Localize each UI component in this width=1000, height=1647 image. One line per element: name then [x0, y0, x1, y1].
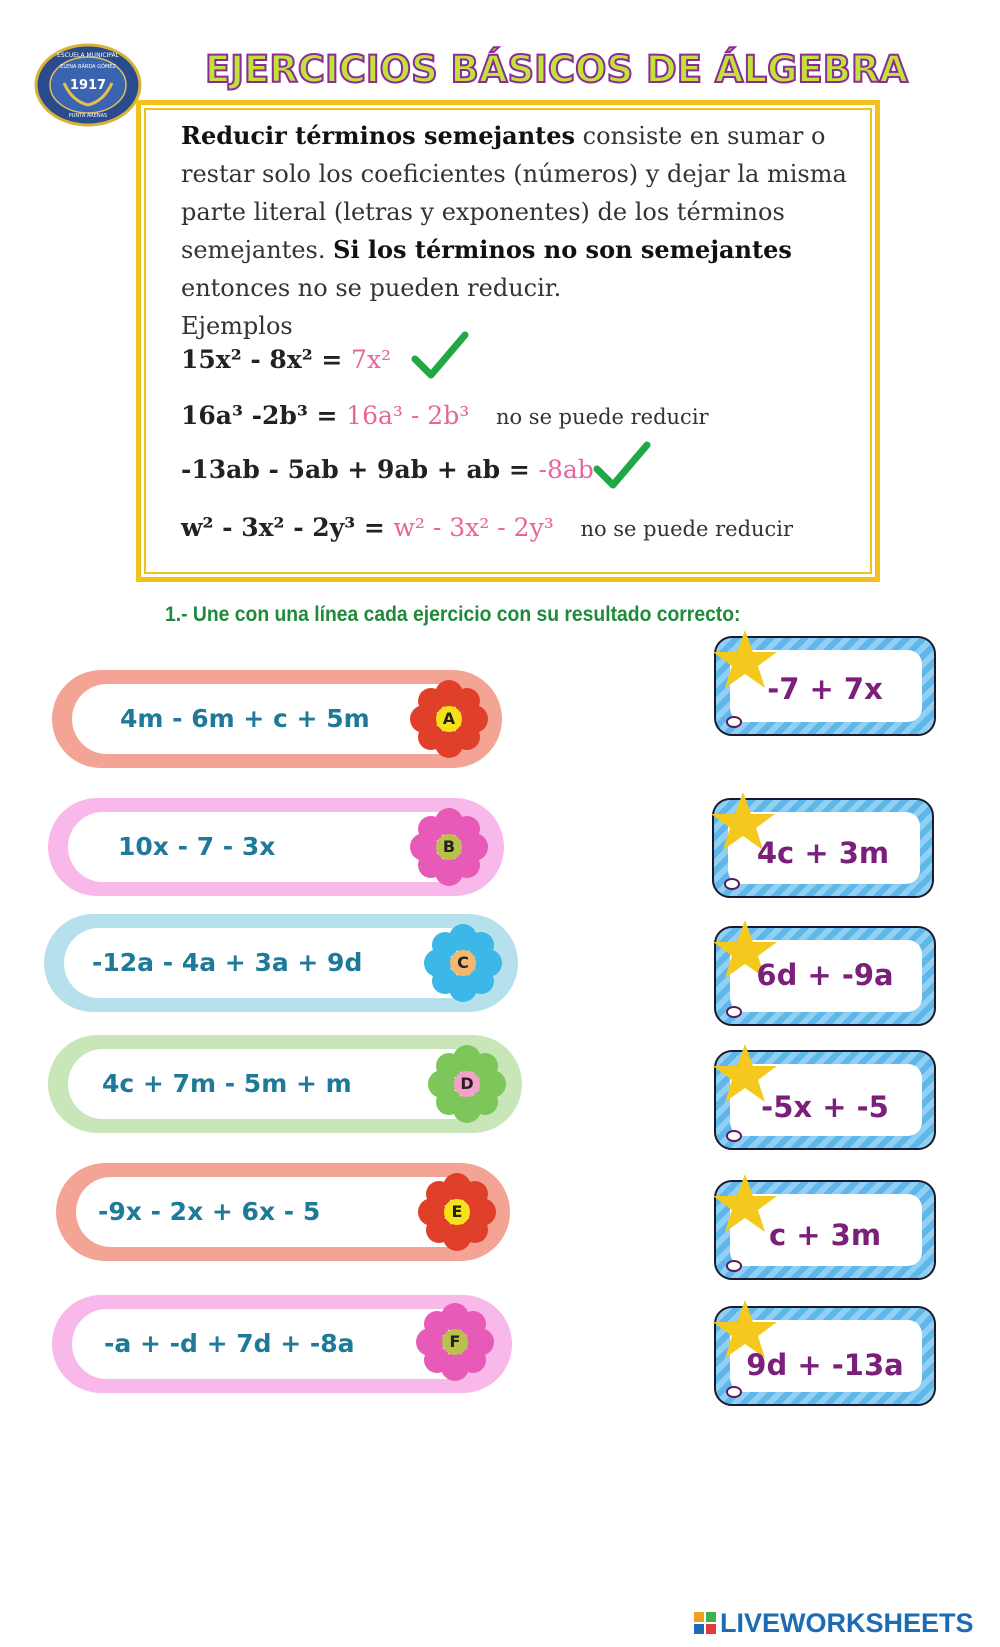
- answer-value: 9d + -13a: [746, 1348, 904, 1382]
- example-1: [181, 345, 391, 374]
- check-icon: [591, 441, 651, 491]
- example-result: w² - 3x² - 2y³: [393, 513, 554, 542]
- check-icon: [409, 331, 469, 381]
- school-logo: [34, 43, 142, 127]
- logo-side-text: ELENA BÁRDA GÓMEZ: [60, 64, 116, 70]
- exercise-card-e[interactable]: [56, 1163, 510, 1261]
- answer-value: 4c + 3m: [756, 836, 890, 870]
- exercise-letter: D: [460, 1074, 474, 1093]
- answer-value: c + 3m: [768, 1218, 882, 1252]
- example-result: 7x²: [351, 345, 392, 374]
- exercise-letter: C: [457, 953, 469, 972]
- exercise-letter: E: [451, 1202, 463, 1221]
- explanation-box: [136, 100, 880, 582]
- answer-card-2[interactable]: [712, 798, 934, 898]
- exercise-expression: 10x - 7 - 3x: [118, 832, 276, 861]
- logo-top-text: ESCUELA MUNICIPAL: [57, 52, 119, 59]
- explanation-paragraph: [181, 117, 871, 345]
- logo-year: 1917: [69, 78, 107, 93]
- exercise-expression: -a + -d + 7d + -8a: [104, 1329, 355, 1358]
- footer-brand: LIVEWORKSHEETS: [720, 1608, 974, 1638]
- answer-value: 6d + -9a: [756, 958, 894, 992]
- example-expr: 16a³ -2b³ =: [181, 401, 338, 430]
- intro-bold-1: Reducir términos semejantes: [181, 121, 576, 150]
- intro-text-1: consiste en sumar o restar solo los coeficientes (números) y dejar la misma parte literal (letras y exponentes) de los términos semejantes.: [181, 122, 847, 264]
- answer-card-1[interactable]: [714, 636, 936, 736]
- answer-card-3[interactable]: [714, 926, 936, 1026]
- example-note: no se puede reducir: [495, 405, 709, 429]
- exercise-card-d[interactable]: [48, 1035, 522, 1133]
- answer-card-5[interactable]: [714, 1180, 936, 1280]
- exercise-letter: F: [449, 1332, 461, 1351]
- example-result: 16a³ - 2b³: [346, 401, 470, 430]
- exercise-card-a[interactable]: [52, 670, 502, 768]
- exercise-expression: -12a - 4a + 3a + 9d: [92, 948, 363, 977]
- example-expr: w² - 3x² - 2y³ =: [181, 513, 385, 542]
- answer-card-4[interactable]: [714, 1050, 936, 1150]
- example-note: no se puede reducir: [580, 517, 794, 541]
- exercise-expression: 4c + 7m - 5m + m: [102, 1069, 352, 1098]
- intro-bold-2: Si los términos no son semejantes: [333, 235, 792, 264]
- liveworksheets-logo-icon: [694, 1612, 716, 1634]
- answer-value: -5x + -5: [761, 1090, 889, 1124]
- answer-card-6[interactable]: [714, 1306, 936, 1406]
- example-expr: 15x² - 8x² =: [181, 345, 343, 374]
- intro-text-2: entonces no se pueden reducir.: [181, 274, 562, 302]
- example-4: [181, 513, 793, 542]
- exercise-expression: 4m - 6m + c + 5m: [120, 704, 370, 733]
- example-expr: -13ab - 5ab + 9ab + ab =: [181, 455, 530, 484]
- exercise-card-f[interactable]: [52, 1295, 512, 1393]
- exercise-card-b[interactable]: [48, 798, 504, 896]
- example-result: -8ab: [538, 455, 594, 484]
- exercise-letter: B: [442, 837, 456, 856]
- logo-bottom-text: PUNTA ARENAS: [68, 113, 108, 119]
- exercise-letter: A: [442, 709, 456, 728]
- instruction: 1.- Une con una línea cada ejercicio con su resultado correcto:: [165, 603, 741, 626]
- examples-label: Ejemplos: [181, 312, 293, 340]
- page-title: EJERCICIOS BÁSICOS DE ÁLGEBRA: [205, 48, 909, 91]
- answer-value: -7 + 7x: [767, 672, 883, 706]
- exercise-card-c[interactable]: [44, 914, 518, 1012]
- exercise-expression: -9x - 2x + 6x - 5: [98, 1197, 321, 1226]
- example-2: [181, 401, 709, 430]
- example-3: [181, 455, 594, 484]
